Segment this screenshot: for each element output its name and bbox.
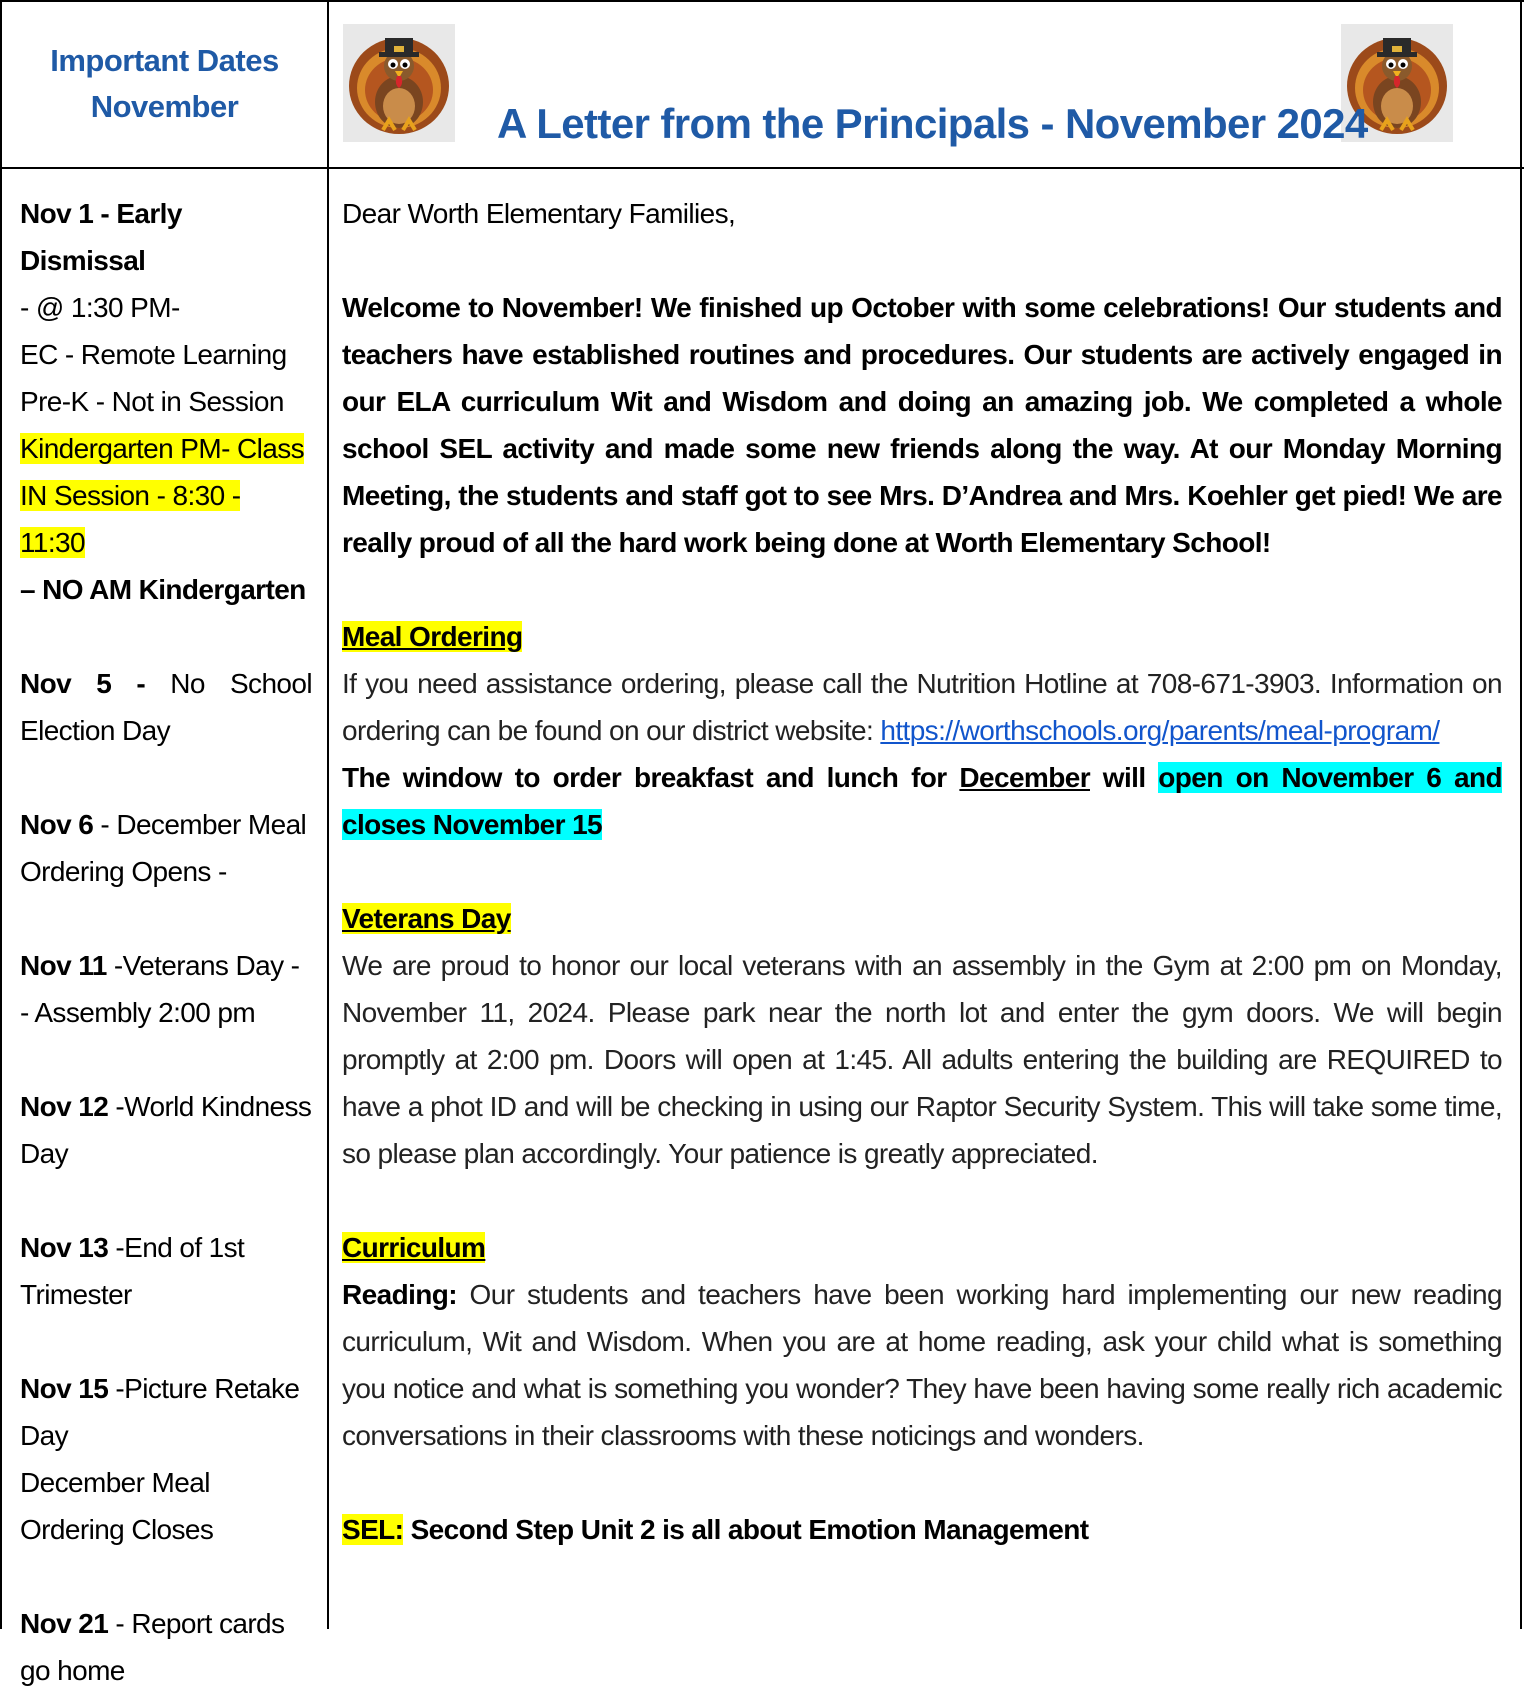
letter-title: A Letter from the Principals - November 2024 <box>497 100 1368 147</box>
date-label: Nov 11 <box>20 950 107 981</box>
highlighted-detail: IN Session - 8:30 - 11:30 <box>20 480 241 558</box>
sel-paragraph <box>342 1506 1502 1553</box>
meal-program-link[interactable]: https://worthschools.org/parents/meal-program/ <box>880 715 1440 746</box>
date-label: Nov 12 <box>20 1091 109 1122</box>
reading-label: Reading: <box>342 1279 457 1310</box>
date-detail: Pre-K - Not in Session <box>20 386 284 417</box>
highlighted-detail: Kindergarten PM- Class <box>20 433 305 464</box>
curriculum-heading: Curriculum <box>342 1232 486 1263</box>
greeting: Dear Worth Elementary Families, <box>342 198 736 229</box>
date-text: Report cards go home <box>20 1608 285 1686</box>
meal-window-highlight: open on November 6 and closes November 15 <box>342 762 1503 840</box>
date-label: Nov 13 <box>20 1232 109 1263</box>
reading-paragraph <box>342 1271 1502 1459</box>
date-text: -End of 1st Trimester <box>20 1232 245 1310</box>
date-text: -Veterans Day - - Assembly 2:00 pm <box>20 950 300 1028</box>
date-detail: - @ 1:30 PM- <box>20 292 180 323</box>
date-entry-nov12 <box>20 1083 312 1177</box>
date-text: No School Election Day <box>20 668 312 746</box>
date-entry-nov15 <box>20 1365 312 1553</box>
meal-ordering-heading: Meal Ordering <box>342 621 523 652</box>
important-dates-header <box>2 0 327 167</box>
sel-text: Second Step Unit 2 is all about Emotion Management <box>403 1514 1089 1545</box>
important-dates-list <box>20 190 312 1694</box>
turkey-icon <box>343 24 455 142</box>
date-entry-nov13 <box>20 1224 312 1318</box>
veterans-day-heading: Veterans Day <box>342 903 511 934</box>
header-divider <box>0 167 1524 169</box>
intro-paragraph: Welcome to November! We finished up October with some celebrations! Our students and teachers have established routines and procedures. Our students are actively engaged in our ELA curriculum Wit and Wisdom and doing an amazing job. We completed a whole school SEL activity and made some new friends along the way. At our Monday Morning Meeting, the students and staff got to see Mrs. D’Andrea and Mrs. Koehler get pied! We are really proud of all the hard work being done at Worth Elementary School! <box>342 292 1502 558</box>
meal-window-text: The window to order breakfast and lunch for <box>342 762 960 793</box>
date-label: Nov 15 <box>20 1373 109 1404</box>
date-entry-nov21: Nov 21 - Report cards go home <box>20 1608 285 1686</box>
meal-window-paragraph <box>342 754 1502 848</box>
date-text: December Meal Ordering Closes <box>20 1467 214 1545</box>
veterans-day-paragraph: We are proud to honor our local veterans with an assembly in the Gym at 2:00 pm on Monday, November 11, 2024. Please park near the north lot and enter the gym doors. We will begin promptly at 2:00 pm. Doors will open at 1:45. All adults entering the building are REQUIRED to have a phot ID and will be checking in using our Raptor Security System. This will take some time, so please plan accordingly. Your patience is greatly appreciated. <box>342 950 1502 1169</box>
sel-label: SEL: <box>342 1514 404 1545</box>
meal-window-month: December <box>959 762 1090 793</box>
date-detail: EC - Remote Learning <box>20 339 287 370</box>
date-heading: Nov 1 - Early Dismissal <box>20 198 182 276</box>
date-label: Nov 6 <box>20 809 94 840</box>
date-detail-bold: – NO AM Kindergarten <box>20 574 306 605</box>
column-divider <box>327 0 329 1629</box>
date-entry-nov5: Nov 5 - No School Election Day <box>20 668 312 746</box>
date-text: -Picture Retake Day <box>20 1373 300 1451</box>
reading-text: Our students and teachers have been working hard implementing our new reading curriculum, Wit and Wisdom. When you are at home reading, ask your child what is something you notice and what is something you wonder? They have been having some really rich academic conversations in their classrooms with these noticings and wonders. <box>342 1279 1502 1451</box>
meal-window-text: will <box>1090 762 1159 793</box>
date-text: December Meal Ordering Opens - <box>20 809 307 887</box>
important-dates-title: Important Dates <box>50 42 279 78</box>
date-entry-nov1 <box>20 190 312 613</box>
letter-body <box>342 190 1502 1553</box>
date-label: Nov 21 <box>20 1608 109 1639</box>
date-entry-nov11 <box>20 942 312 1036</box>
date-text: -World Kindness Day <box>20 1091 312 1169</box>
meal-text: If you need assistance ordering, please call the Nutrition Hotline at 708-671-3903. Information on ordering can be found on our district website: <box>342 668 1502 746</box>
date-entry-nov6: Nov 6 - December Meal Ordering Opens - <box>20 809 307 887</box>
meal-ordering-paragraph <box>342 660 1502 754</box>
date-label: Nov 5 <box>20 668 112 699</box>
month-title: November <box>90 88 239 124</box>
